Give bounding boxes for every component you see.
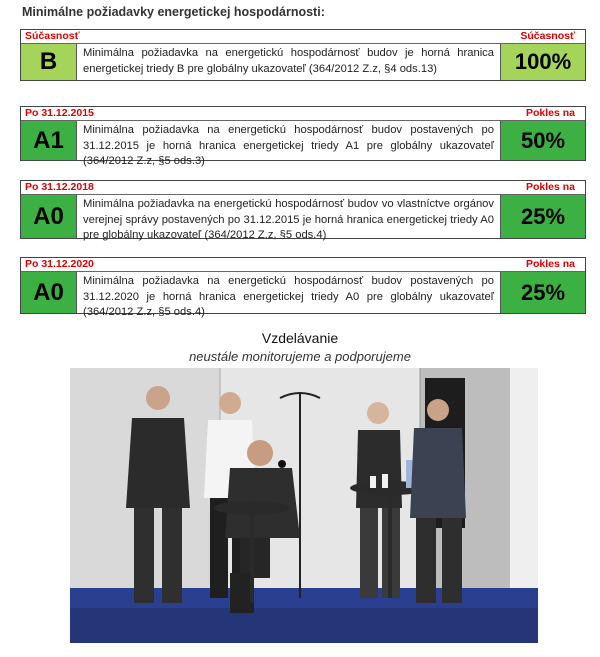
page-heading: Minimálne požiadavky energetickej hospodárnosti: bbox=[22, 5, 325, 19]
energy-class-badge: B bbox=[21, 44, 77, 80]
requirement-description: Minimálna požiadavka na energetickú hospodárnosť budov postavených po 31.12.2020 je horná hranica energetickej triedy A0 pre globálny ukazovateľ (364/2012 Z.z, §5 ods.4) bbox=[77, 272, 501, 313]
requirement-header bbox=[21, 258, 585, 272]
requirement-percent: 25% bbox=[501, 272, 585, 313]
event-photo bbox=[70, 368, 538, 643]
requirement-percent-label: Pokles na bbox=[525, 181, 575, 193]
energy-class-badge: A0 bbox=[21, 195, 77, 238]
requirement-percent-label: Pokles na bbox=[525, 107, 575, 119]
requirement-period: Po 31.12.2020 bbox=[25, 258, 94, 270]
requirement-percent-label: Súčasnosť bbox=[520, 30, 575, 42]
requirement-box-2020 bbox=[20, 257, 586, 318]
requirement-header bbox=[21, 181, 585, 195]
requirement-box-2015 bbox=[20, 106, 586, 167]
requirement-description: Minimálna požiadavka na energetickú hospodárnosť budov postavených po 31.12.2015 je horná hranica energetickej triedy A1 pre globálny ukazovateľ (364/2012 Z.z, §5 ods.3) bbox=[77, 121, 501, 160]
requirement-percent: 25% bbox=[501, 195, 585, 238]
requirement-header bbox=[21, 30, 585, 44]
requirement-period: Po 31.12.2018 bbox=[25, 181, 94, 193]
requirement-percent-label: Pokles na bbox=[525, 258, 575, 270]
requirement-box-2018 bbox=[20, 180, 586, 239]
energy-class-badge: A0 bbox=[21, 272, 77, 313]
requirement-description: Minimálna požiadavka na energetickú hospodárnosť budov vo vlastníctve orgánov verejnej správy postavených po 31.12.2015 je horná hranica energetickej triedy A0 pre globálny ukazovateľ (364/2012 Z.z, §5 ods.4) bbox=[77, 195, 501, 238]
energy-class-badge: A1 bbox=[21, 121, 77, 160]
requirement-description: Minimálna požiadavka na energetickú hospodárnosť budov je horná hranica energetickej triedy B pre globálny ukazovateľ (364/2012 Z.z, §4 ods.13) bbox=[77, 44, 501, 80]
requirement-period: Súčasnosť bbox=[25, 30, 80, 42]
section-subtitle: neustále monitorujeme a podporujeme bbox=[189, 349, 411, 364]
section-title: Vzdelávanie bbox=[261, 330, 339, 346]
requirement-box-current bbox=[20, 29, 586, 81]
requirement-header bbox=[21, 107, 585, 121]
requirement-percent: 50% bbox=[501, 121, 585, 160]
requirement-period: Po 31.12.2015 bbox=[25, 107, 94, 119]
requirement-percent: 100% bbox=[501, 44, 585, 80]
